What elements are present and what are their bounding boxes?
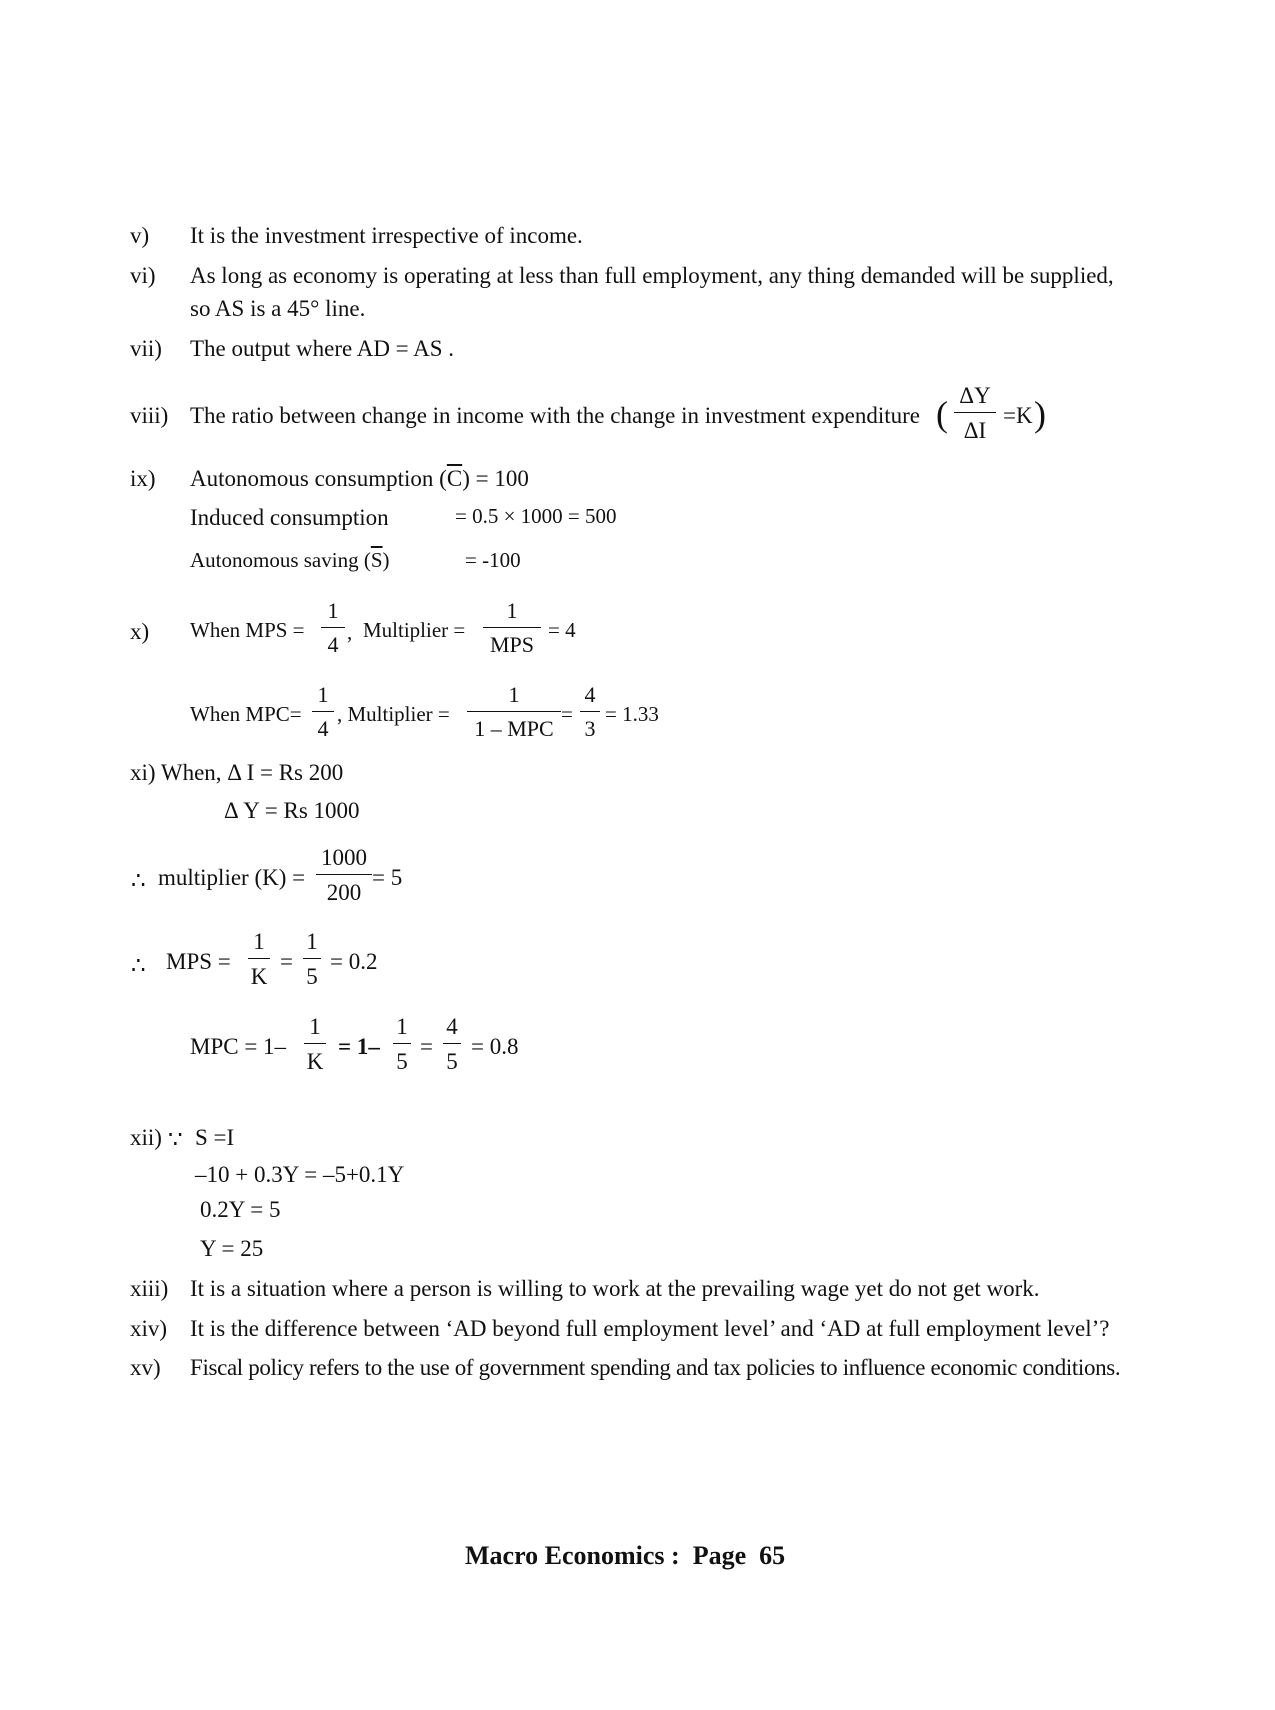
item-number: ix) <box>130 466 156 491</box>
numerator: 4 <box>446 1014 458 1039</box>
numerator: 1 <box>317 682 329 707</box>
item-number: xiii) <box>130 1276 169 1301</box>
denominator: 5 <box>306 964 318 989</box>
fraction-bar <box>954 412 996 413</box>
xii-line2: –10 + 0.3Y = –5+0.1Y <box>195 1162 405 1187</box>
c-bar-symbol: $\overline{C}$ <box>446 466 463 491</box>
denominator: 4 <box>327 632 339 657</box>
numerator: 1 <box>327 598 339 623</box>
denominator: 5 <box>446 1049 458 1074</box>
fraction-1000-over-200 <box>316 846 372 906</box>
item-number: v) <box>130 223 150 248</box>
xii-line4: Y = 25 <box>200 1236 264 1261</box>
value: ) = 100 <box>462 466 529 491</box>
page-footer: Macro Economics : Page 65 <box>465 1541 786 1570</box>
denominator: 5 <box>396 1049 408 1074</box>
answer-text: so AS is a 45° line. <box>190 296 366 321</box>
multiplier-label: Multiplier = <box>363 618 466 642</box>
numerator: 1 <box>309 1014 321 1039</box>
numerator: ΔY <box>959 383 991 408</box>
equals-k: =K <box>1003 403 1033 428</box>
answer-text: The output where AD = AS . <box>190 336 455 361</box>
paren-close: ) <box>1034 394 1046 434</box>
answer-text: The ratio between change in income with the change in investment expenditure <box>190 403 920 428</box>
fraction-1-over-k <box>248 930 270 990</box>
numerator: 1 <box>253 929 265 954</box>
fraction-bar <box>304 1043 326 1044</box>
k-result: = 5 <box>372 865 403 890</box>
induced-consumption-label: Induced consumption <box>190 505 389 530</box>
xii-line1: S =I <box>195 1125 235 1150</box>
equals: = <box>420 1034 433 1059</box>
answer-text: It is the difference between ‘AD beyond full employment level’ and ‘AD at full employment level’? <box>190 1316 1110 1341</box>
numerator: 1 <box>506 598 518 623</box>
item-number: vi) <box>130 263 156 288</box>
multiplier-result: = 1.33 <box>605 702 659 726</box>
mpc-label: MPC = 1– <box>190 1034 287 1059</box>
paren-open: ( <box>936 394 948 434</box>
answer-text: Fiscal policy refers to the use of government spending and tax policies to influence economic conditions. <box>190 1355 1121 1380</box>
item-number: viii) <box>130 403 169 428</box>
fraction-1-over-mps <box>483 600 541 658</box>
denominator: 4 <box>317 716 329 741</box>
denominator: K <box>306 1049 324 1074</box>
fraction-1-over-5 <box>303 930 321 990</box>
answer-text: As long as economy is operating at less than full employment, any thing demanded will be supplied, <box>190 263 1114 288</box>
numerator: 1 <box>508 682 520 707</box>
denominator: 3 <box>584 716 596 741</box>
fraction-bar <box>483 627 541 628</box>
therefore-symbol: ∴ <box>131 868 146 893</box>
fraction-bar <box>393 1043 411 1044</box>
equals: = <box>280 949 293 974</box>
fraction-bar <box>321 627 345 628</box>
comma: , <box>347 620 353 644</box>
induced-consumption-value: = 0.5 × 1000 = 500 <box>455 504 617 528</box>
numerator: 1000 <box>321 845 367 870</box>
numerator: 1 <box>306 929 318 954</box>
fraction-bar <box>580 711 600 712</box>
mpc-result: = 0.8 <box>471 1034 519 1059</box>
fraction-1-over-k <box>304 1015 326 1075</box>
denominator: 200 <box>326 880 362 905</box>
item-number: xiv) <box>130 1316 168 1341</box>
denominator: K <box>250 964 268 989</box>
numerator: 4 <box>584 682 596 707</box>
label: Autonomous consumption ( <box>190 466 447 491</box>
mps-label: MPS = <box>166 949 231 974</box>
multiplier-result: = 4 <box>548 618 576 642</box>
fraction-bar <box>467 711 561 712</box>
fraction-mpc <box>312 684 334 742</box>
answer-text: It is a situation where a person is willing to work at the prevailing wage yet do not get work. <box>190 1276 1040 1301</box>
item-number: xv) <box>130 1355 161 1380</box>
autonomous-saving <box>190 550 390 571</box>
k-label: multiplier (K) = <box>158 865 306 890</box>
fraction-bar <box>316 874 372 875</box>
fraction-mps <box>321 600 345 658</box>
xi-line2: Δ Y = Rs 1000 <box>224 798 360 823</box>
fraction-4-over-3 <box>580 684 600 742</box>
fraction-1-over-5 <box>393 1015 411 1075</box>
fraction-dY-dI <box>954 384 996 444</box>
item-number: xii) <box>130 1125 162 1150</box>
mpc-mid: = 1– <box>338 1034 380 1059</box>
xi-line1: xi) When, Δ I = Rs 200 <box>130 760 344 785</box>
fraction-4-over-5 <box>443 1015 461 1075</box>
autonomous-saving-value: = -100 <box>465 548 521 572</box>
denominator: MPS <box>489 632 535 657</box>
fraction-bar <box>443 1043 461 1044</box>
mpc-label: When MPC= <box>190 702 302 726</box>
item-number: x) <box>130 619 150 644</box>
numerator: 1 <box>396 1014 408 1039</box>
mps-label: When MPS = <box>190 618 305 642</box>
multiplier-label: , Multiplier = <box>337 702 450 726</box>
therefore-symbol: ∴ <box>131 953 146 978</box>
autonomous-consumption <box>190 467 529 490</box>
denominator: 1 – MPC <box>474 716 554 741</box>
mps-result: = 0.2 <box>330 949 378 974</box>
s-bar-symbol: $\overline{S}$ <box>370 548 383 572</box>
answer-text: It is the investment irrespective of income. <box>190 223 583 248</box>
xii-line3: 0.2Y = 5 <box>200 1197 281 1222</box>
equals: = <box>561 702 573 726</box>
because-symbol: ∵ <box>168 1127 183 1152</box>
fraction-1-over-1-minus-mpc <box>467 684 561 742</box>
label: Autonomous saving ( <box>190 548 371 572</box>
fraction-bar <box>312 711 334 712</box>
item-number: vii) <box>130 336 162 361</box>
fraction-bar <box>303 958 321 959</box>
denominator: ΔI <box>963 418 987 443</box>
close: ) <box>382 548 390 572</box>
fraction-bar <box>248 958 270 959</box>
